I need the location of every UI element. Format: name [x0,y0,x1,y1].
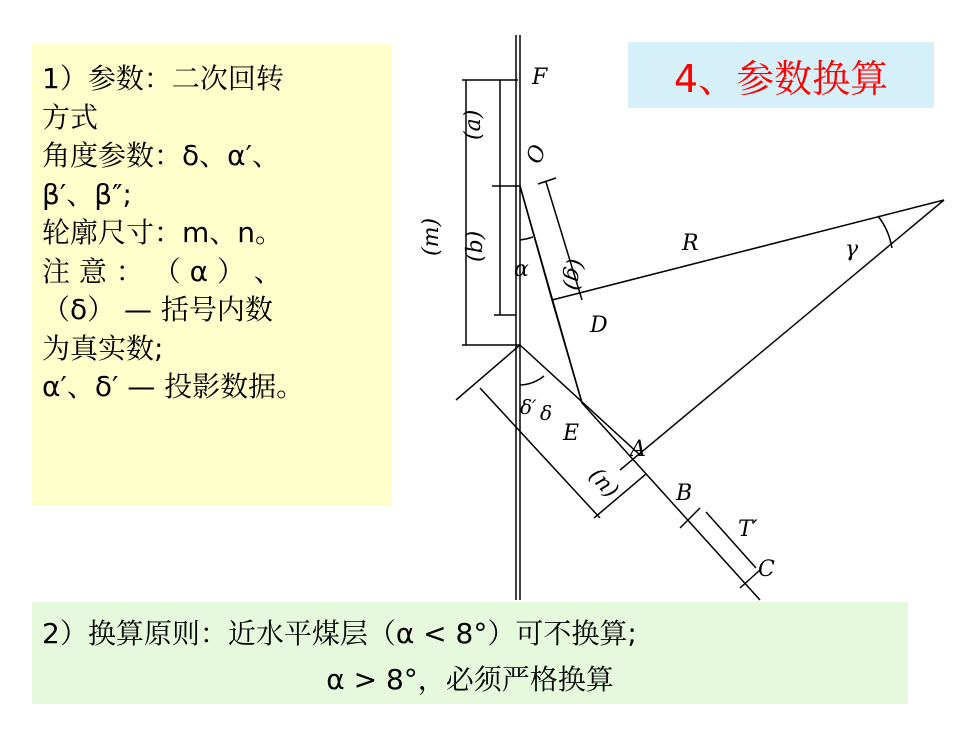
note-line: 注 意 ： （ α ） 、 [42,254,282,288]
label-f: F [532,65,548,90]
note-line: 1）参数：二次回转 [42,62,284,95]
note-line: β′、β″; [42,177,132,211]
note-line: 轮廓尺寸：m、n。 [42,216,284,249]
alpha-arc [520,237,533,240]
gamma-arc [878,216,892,248]
line-base-e [520,345,640,455]
note-line: 为真实数; [42,331,164,365]
label-dim-b: (b) [463,230,488,262]
dim-t-ext2 [740,570,760,588]
dim-t-ext1 [680,508,700,528]
label-alpha: α [514,257,529,282]
label-e: E [563,421,580,446]
dim-n-ext [456,345,520,400]
note-line: α′、δ′ — 投影数据。 [42,370,305,403]
label-dim-g: (g) [558,256,589,293]
principle-line-1: 2）换算原则：近水平煤层（α < 8°）可不换算; [42,617,637,650]
slide-title: 4、参数换算 [628,42,934,108]
label-gamma: γ [845,237,859,262]
conversion-principle-panel [32,602,908,704]
label-r: R [682,231,699,256]
label-d: D [590,313,608,338]
line-d-far [552,200,944,300]
label-o: O [522,141,552,168]
label-b: B [676,481,693,506]
label-dim-m: (m) [419,217,444,256]
label-dim-n: (n) [583,463,624,504]
label-c: C [758,557,775,582]
parameter-notes-panel [32,44,392,506]
line-far-a [620,200,944,470]
label-t-prime: T′ [738,517,758,542]
note-line: 方式 [42,100,99,134]
line-a-c [582,403,760,600]
note-line: （δ） — 括号内数 [42,293,273,326]
label-dim-a: (a) [461,109,486,140]
label-a: A [630,437,646,462]
delta-arc [520,376,544,385]
note-line: 角度参数：δ、α′、 [42,139,280,172]
label-delta: δ [540,401,553,425]
principle-line-2: α > 8°，必须严格换算 [326,663,614,696]
label-delta-prime: δ′ [520,395,537,419]
